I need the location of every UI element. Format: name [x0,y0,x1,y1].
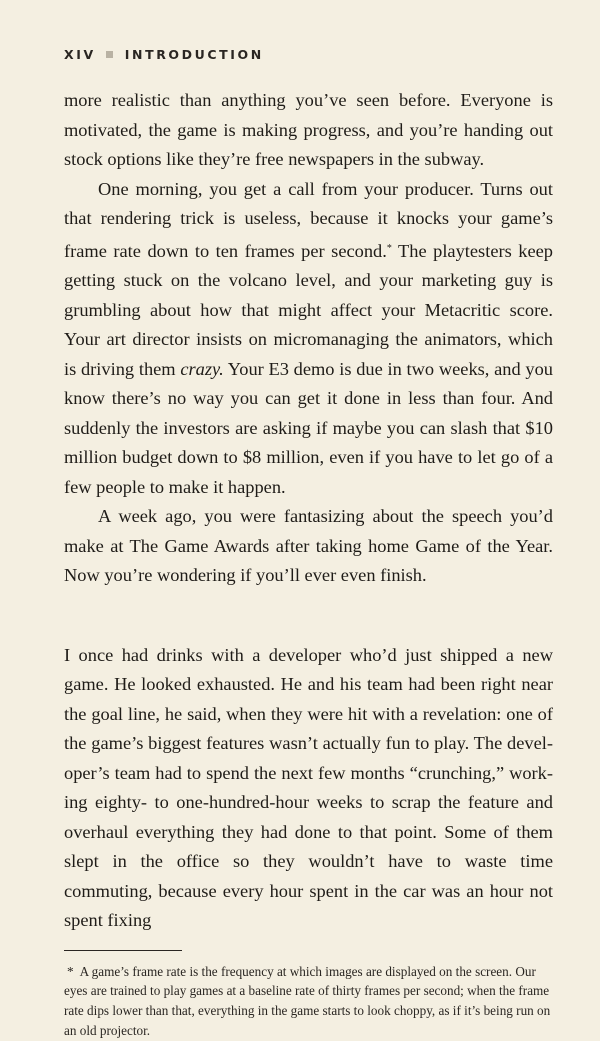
separator-square-icon [106,51,113,58]
paragraph: more realistic than anything you’ve seen before. Everyone is motivated, the game is making progress, and you’re handing out stock options like they’re free newspapers in the subway. [64,90,553,169]
chapter-title: INTRODUCTION [124,46,264,62]
running-head [64,44,553,64]
paragraph [64,175,553,503]
footnote-rule [64,950,182,951]
body-text [64,86,553,936]
emphasis-text: crazy. [180,358,224,379]
footnote [64,962,553,1041]
paragraph: I once had drinks with a developer who’d just shipped a new game. He looked exhausted. He and his team had been right near the goal line, he said, when they were hit with a revelation: one of the game’s biggest features wasn’t actually fun to play. The developer’s team had to spend the next few months “crunching,” working eighty- to one-hundred-hour weeks to scrap the feature and overhaul everything they had done to that point. Some of them slept in the office so they wouldn’t have to waste time commuting, because every hour spent in the car was an hour not spent fixing [64,644,553,930]
page-number: XIV [64,46,96,62]
text-run: The playtesters keep getting stuck on the volcano level, and your marketing guy is grumbling about how that might affect your Metacritic score. Your art director insists on micromanaging the animators, which is driving them [64,240,553,379]
footnote-marker: * [386,242,392,254]
footnote-marker: * [67,963,74,979]
paragraph: A week ago, you were fantasizing about the speech you’d make at The Game Awards after taking home Game of the Year. Now you’re wondering if you’ll ever even finish. [64,506,553,585]
footnote-text [64,962,553,1041]
text-run: One morning, you get a call from your producer. Turns out that rendering trick is useless, because it knocks your game’s frame rate down to ten frames per second. [64,178,553,261]
text-run: A game’s frame rate is the frequency at which images are displayed on the screen. Our eyes are trained to play games at a baseline rate of thirty frames per second; when the frame rate dips lower than that, everything in the game starts to look choppy, as if it’s being run on an old projector. [64,963,551,1038]
text-run: Your E3 demo is due in two weeks, and you know there’s no way you can get it done in less than four. And suddenly the investors are asking if maybe you can slash that $10 million budget down to $8 million, even if you have to let go of a few people to make it happen. [64,358,553,497]
section-break [64,591,553,641]
